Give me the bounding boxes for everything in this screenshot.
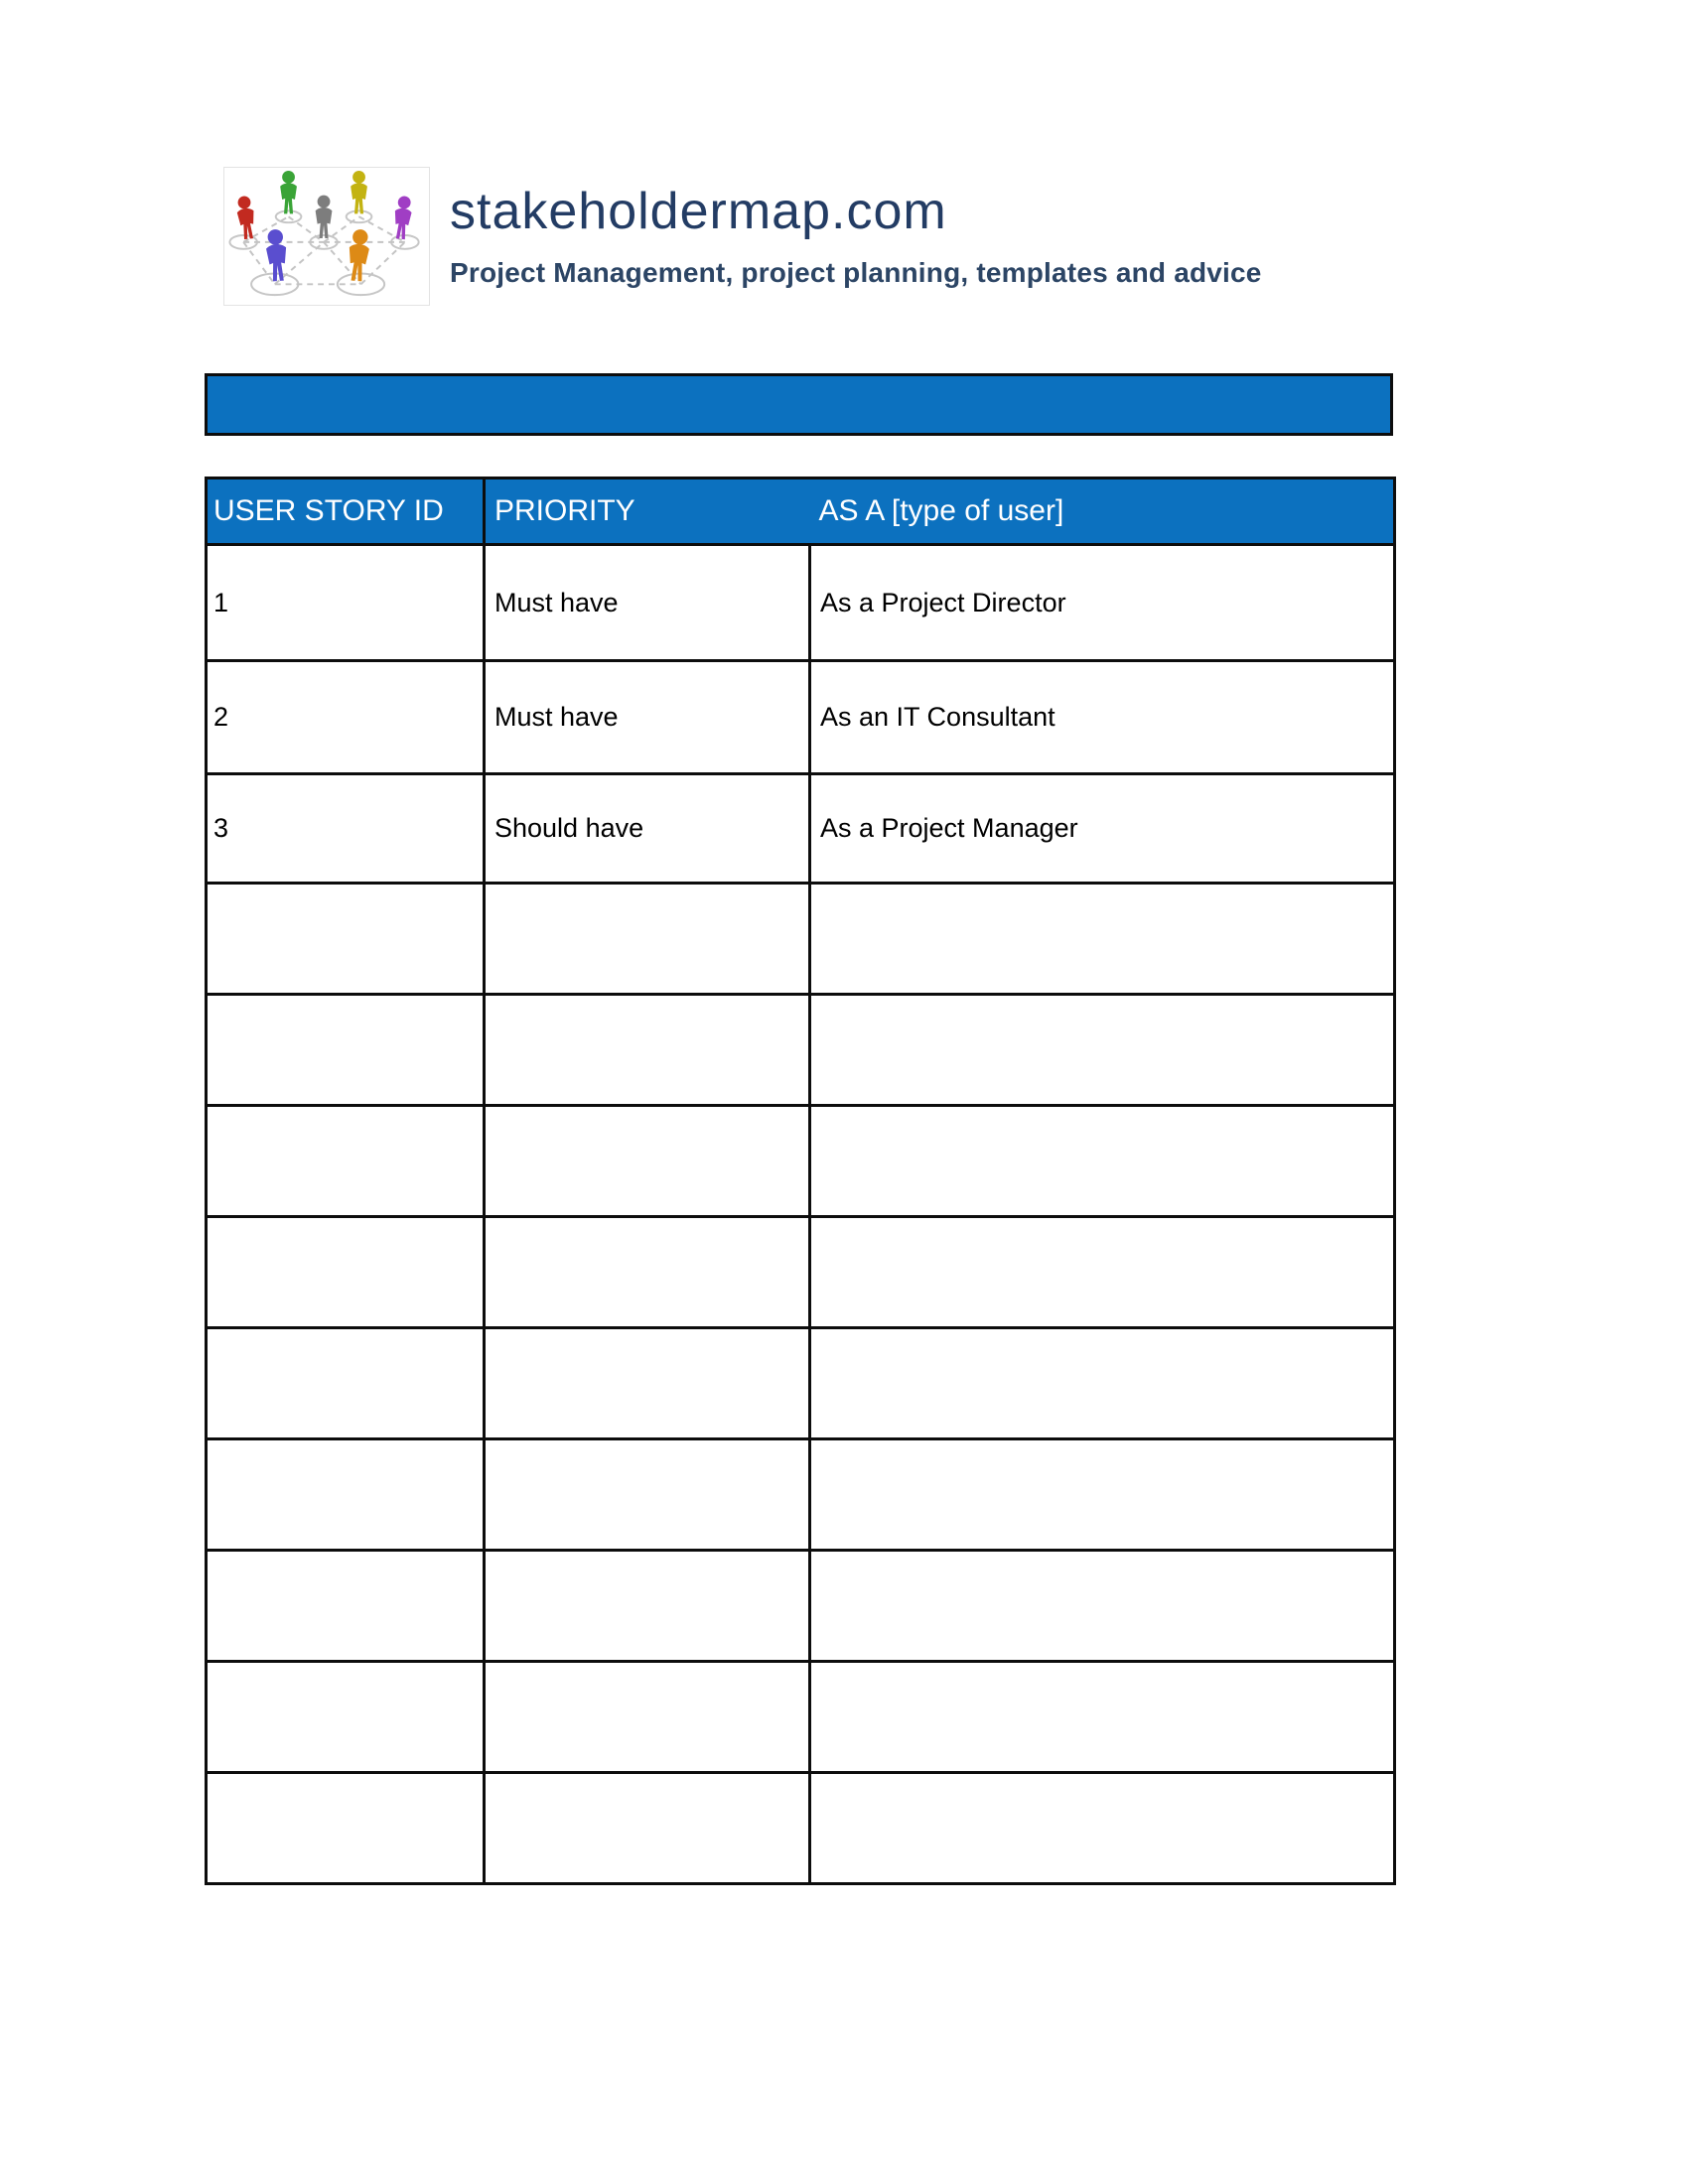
table-row (207, 545, 1395, 661)
brand-text-block (430, 167, 1262, 290)
cell-as-a[interactable]: As a Project Manager (810, 774, 1395, 884)
table-row-empty (207, 1551, 1395, 1662)
cell-user-story-id[interactable] (207, 1439, 485, 1551)
table-row-empty (207, 1106, 1395, 1217)
cell-user-story-id[interactable] (207, 1328, 485, 1439)
cell-as-a[interactable] (810, 1662, 1395, 1773)
table-row (207, 661, 1395, 774)
column-header-user-story-id: USER STORY ID (207, 478, 485, 545)
cell-as-a[interactable] (810, 884, 1395, 995)
column-header-priority: PRIORITY (485, 478, 810, 545)
brand-tagline: Project Management, project planning, templates and advice (450, 257, 1262, 288)
stakeholdermap-logo[interactable] (223, 167, 430, 306)
cell-priority[interactable]: Must have (485, 545, 810, 661)
table-row-empty (207, 1662, 1395, 1773)
cell-as-a[interactable] (810, 1328, 1395, 1439)
table-row-empty (207, 1328, 1395, 1439)
cell-priority[interactable] (485, 1773, 810, 1884)
cell-user-story-id[interactable] (207, 1551, 485, 1662)
person-icon-yellow (351, 171, 367, 213)
table-header-row (207, 478, 1395, 545)
cell-user-story-id[interactable] (207, 1106, 485, 1217)
brand-title[interactable]: stakeholdermap.com (450, 183, 947, 240)
column-header-as-a-type-of-user: AS A [type of user] (810, 478, 1395, 545)
cell-user-story-id[interactable] (207, 1217, 485, 1328)
cell-priority[interactable] (485, 995, 810, 1106)
cell-user-story-id[interactable] (207, 884, 485, 995)
person-icon-gray (316, 196, 333, 238)
cell-priority[interactable] (485, 1439, 810, 1551)
cell-as-a[interactable]: As a Project Director (810, 545, 1395, 661)
table-row (207, 774, 1395, 884)
person-icon-purple (392, 196, 413, 240)
story-table-body (207, 545, 1395, 1884)
cell-priority[interactable]: Must have (485, 661, 810, 774)
person-icon-red (235, 196, 257, 240)
people-network-icon (224, 168, 429, 305)
cell-as-a[interactable] (810, 1773, 1395, 1884)
logo-header (223, 167, 1262, 306)
cell-as-a[interactable] (810, 1217, 1395, 1328)
cell-user-story-id[interactable]: 1 (207, 545, 485, 661)
cell-priority[interactable] (485, 1328, 810, 1439)
cell-priority[interactable]: Should have (485, 774, 810, 884)
cell-user-story-id[interactable]: 2 (207, 661, 485, 774)
cell-as-a[interactable] (810, 1439, 1395, 1551)
table-row-empty (207, 884, 1395, 995)
cell-user-story-id[interactable]: 3 (207, 774, 485, 884)
user-story-table (205, 477, 1396, 1885)
cell-as-a[interactable] (810, 1551, 1395, 1662)
person-icon-green (280, 171, 297, 213)
title-banner (205, 373, 1393, 436)
cell-user-story-id[interactable] (207, 1773, 485, 1884)
table-row-empty (207, 1773, 1395, 1884)
cell-priority[interactable] (485, 1106, 810, 1217)
cell-as-a[interactable]: As an IT Consultant (810, 661, 1395, 774)
cell-priority[interactable] (485, 884, 810, 995)
cell-as-a[interactable] (810, 1106, 1395, 1217)
cell-priority[interactable] (485, 1662, 810, 1773)
cell-user-story-id[interactable] (207, 995, 485, 1106)
cell-priority[interactable] (485, 1217, 810, 1328)
cell-user-story-id[interactable] (207, 1662, 485, 1773)
cell-priority[interactable] (485, 1551, 810, 1662)
cell-as-a[interactable] (810, 995, 1395, 1106)
table-row-empty (207, 1439, 1395, 1551)
table-row-empty (207, 1217, 1395, 1328)
table-row-empty (207, 995, 1395, 1106)
